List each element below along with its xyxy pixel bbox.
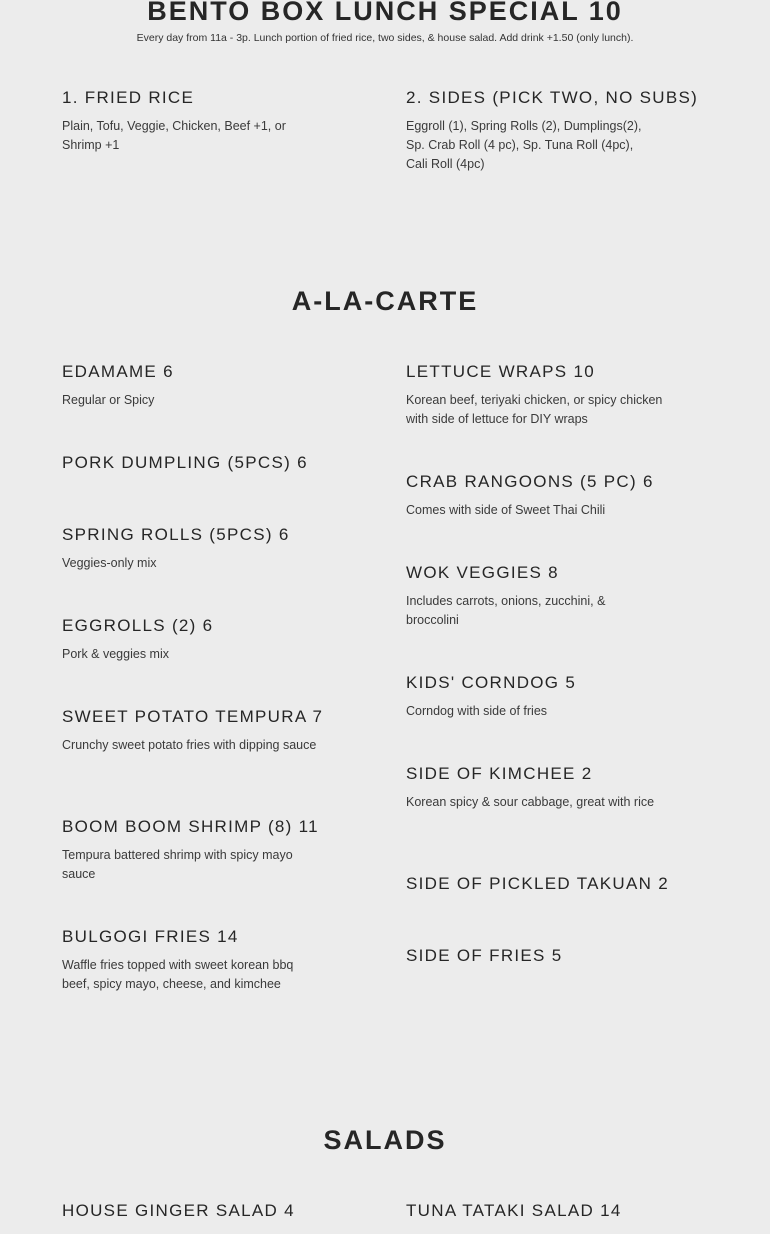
menu-item-pork-dumpling	[62, 453, 332, 473]
menu-item-name: SWEET POTATO TEMPURA 7	[62, 707, 324, 726]
menu-item-name: 1. FRIED RICE	[62, 88, 195, 107]
salads-section-title: SALADS	[323, 1125, 447, 1155]
menu-item-name: PORK DUMPLING (5PCS) 6	[62, 453, 308, 472]
menu-item-tuna-tataki-salad	[406, 1201, 676, 1221]
menu-item-description: Regular or Spicy	[62, 393, 155, 407]
menu-item-description: Corndog with side of fries	[406, 704, 548, 718]
menu-item-name: BULGOGI FRIES 14	[62, 927, 239, 946]
menu-item-name: SPRING ROLLS (5PCS) 6	[62, 525, 290, 544]
menu-item-name: HOUSE GINGER SALAD 4	[62, 1201, 295, 1220]
menu-item-boom-boom-shrimp	[62, 817, 332, 884]
menu-item-crab-rangoons	[406, 472, 676, 520]
menu-item-name: TUNA TATAKI SALAD 14	[406, 1201, 622, 1220]
menu-item-name: CRAB RANGOONS (5 PC) 6	[406, 472, 654, 491]
menu-item-side-of-pickled-takuan	[406, 874, 676, 894]
menu-item-name: SIDE OF FRIES 5	[406, 946, 563, 965]
menu-item-kids-corndog	[406, 673, 676, 721]
menu-item-description: Veggies-only mix	[62, 556, 157, 570]
bento-subtitle: Every day from 11a - 3p. Lunch portion of fried rice, two sides, & house salad. Add drink +1.50 (only lunch).	[136, 32, 634, 44]
menu-item-description: Korean beef, teriyaki chicken, or spicy chicken with side of lettuce for DIY wraps	[406, 393, 663, 426]
menu-item-name: WOK VEGGIES 8	[406, 563, 559, 582]
menu-item-wok-veggies	[406, 563, 676, 630]
menu-item-description: Waffle fries topped with sweet korean bbq beef, spicy mayo, cheese, and kimchee	[62, 958, 294, 991]
menu-item-description: Pork & veggies mix	[62, 647, 169, 661]
bento-section-title: BENTO BOX LUNCH SPECIAL 10	[147, 0, 623, 26]
menu-item-description: Eggroll (1), Spring Rolls (2), Dumplings(2), Sp. Crab Roll (4 pc), Sp. Tuna Roll (4pc), Cali Roll (4pc)	[406, 119, 642, 171]
menu-item-side-of-fries	[406, 946, 676, 966]
alacarte-section-title: A-LA-CARTE	[291, 286, 479, 316]
menu-item-eggrolls	[62, 616, 332, 664]
menu-item-name: SIDE OF KIMCHEE 2	[406, 764, 593, 783]
menu-item-lettuce-wraps	[406, 362, 676, 429]
menu-item-description: Plain, Tofu, Veggie, Chicken, Beef +1, or Shrimp +1	[62, 119, 286, 152]
menu-item-description: Includes carrots, onions, zucchini, & broccolini	[406, 594, 606, 627]
bento-step-sides	[406, 88, 706, 174]
menu-item-name: 2. SIDES (PICK TWO, NO SUBS)	[406, 88, 699, 107]
menu-item-name: LETTUCE WRAPS 10	[406, 362, 595, 381]
menu-item-bulgogi-fries	[62, 927, 332, 994]
menu-item-house-ginger-salad	[62, 1201, 332, 1221]
bento-step-fried-rice	[62, 88, 322, 155]
menu-item-description: Crunchy sweet potato fries with dipping sauce	[62, 738, 317, 752]
menu-item-spring-rolls	[62, 525, 332, 573]
menu-item-side-of-kimchee	[406, 764, 676, 812]
menu-item-name: BOOM BOOM SHRIMP (8) 11	[62, 817, 319, 836]
menu-item-name: KIDS' CORNDOG 5	[406, 673, 577, 692]
menu-item-description: Tempura battered shrimp with spicy mayo sauce	[62, 848, 293, 881]
menu-item-name: SIDE OF PICKLED TAKUAN 2	[406, 874, 669, 893]
menu-item-name: EGGROLLS (2) 6	[62, 616, 214, 635]
menu-item-name: EDAMAME 6	[62, 362, 174, 381]
menu-item-sweet-potato-tempura	[62, 707, 332, 755]
menu-item-description: Comes with side of Sweet Thai Chili	[406, 503, 606, 517]
menu-item-description: Korean spicy & sour cabbage, great with rice	[406, 795, 655, 809]
menu-item-edamame	[62, 362, 332, 410]
